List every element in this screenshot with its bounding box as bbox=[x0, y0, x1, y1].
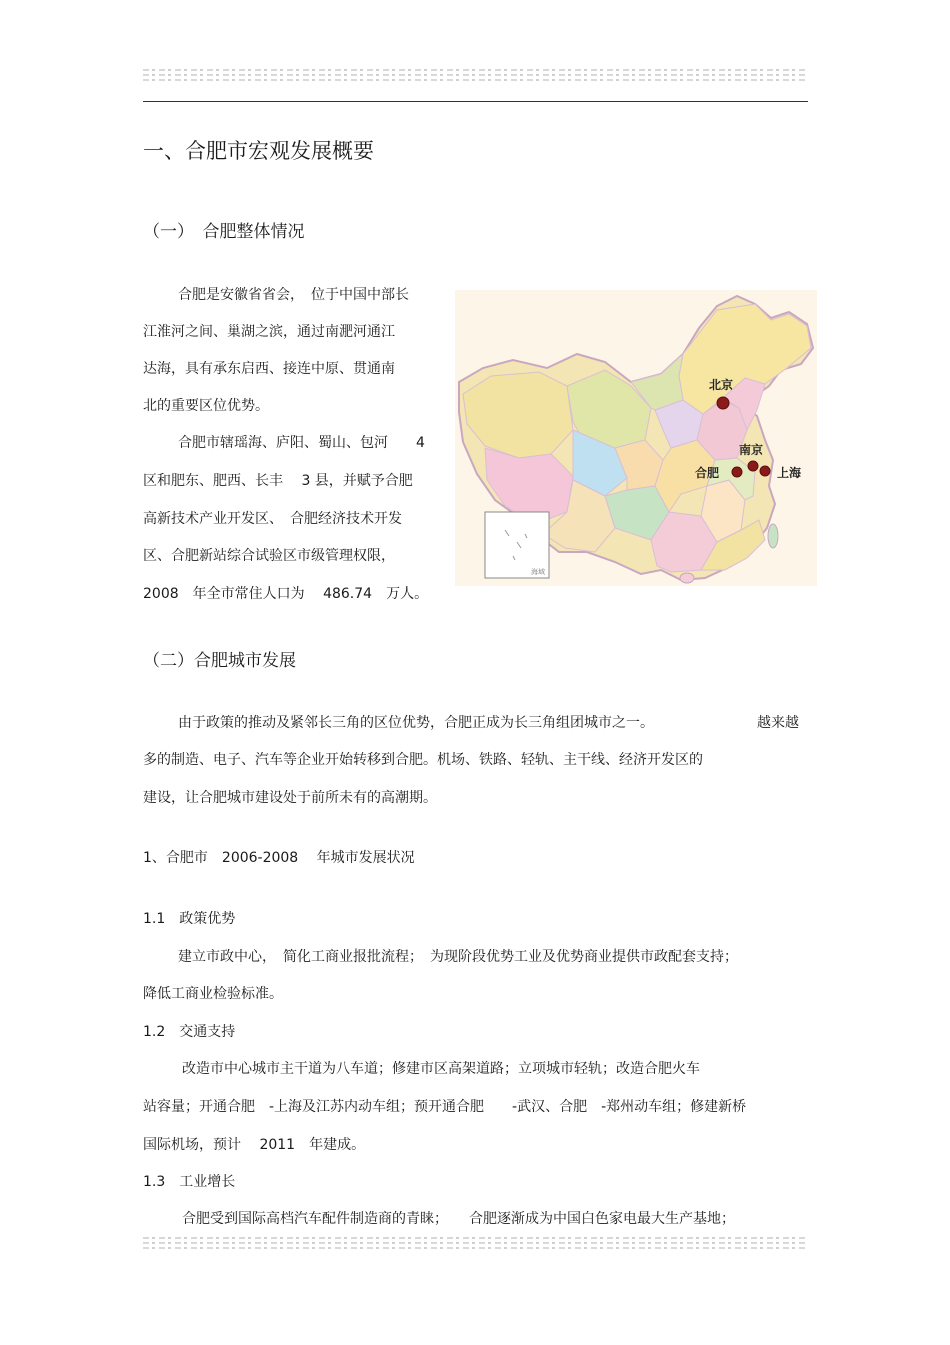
development-line-1-tail: 越来越 bbox=[757, 715, 799, 731]
nanjing-label: 南京 bbox=[739, 443, 764, 457]
footer-watermark bbox=[143, 1234, 808, 1262]
subsection-title-overview: （一） 合肥整体情况 bbox=[143, 222, 305, 242]
heading-1-2: 1.2 交通支持 bbox=[143, 1024, 236, 1040]
overview-line-1: 合肥是安徽省省会， 位于中国中部长 bbox=[178, 287, 409, 303]
shanghai-label: 上海 bbox=[777, 466, 802, 480]
policy-line-2: 降低工商业检验标准。 bbox=[143, 986, 283, 1002]
development-line-1: 由于政策的推动及紧邻长三角的区位优势，合肥正成为长三角组团城市之一。 bbox=[178, 715, 654, 731]
nanjing-marker bbox=[748, 461, 758, 471]
heading-1-3: 1.3 工业增长 bbox=[143, 1174, 236, 1190]
subsection-title-development: （二）合肥城市发展 bbox=[143, 651, 296, 671]
transport-line-2: 站容量；开通合肥 -上海及江苏内动车组；预开通合肥 -武汉、合肥 -郑州动车组；修建新桥 bbox=[143, 1099, 747, 1115]
beijing-marker bbox=[717, 397, 729, 409]
hefei-marker bbox=[732, 467, 742, 477]
header-rule bbox=[143, 101, 808, 102]
overview-line-5: 合肥市辖瑶海、庐阳、蜀山、包河 4 bbox=[178, 435, 425, 451]
transport-line-1: 改造市中心城市主干道为八车道；修建市区高架道路；立项城市轻轨；改造合肥火车 bbox=[182, 1061, 700, 1077]
inset-note: 海域 bbox=[531, 568, 545, 576]
heading-1-1: 1.1 政策优势 bbox=[143, 911, 236, 927]
section-title: 一、合肥市宏观发展概要 bbox=[143, 139, 374, 163]
overview-line-9: 2008 年全市常住人口为 486.74 万人。 bbox=[143, 586, 429, 602]
hefei-label: 合肥 bbox=[695, 466, 720, 480]
beijing-label: 北京 bbox=[709, 378, 734, 392]
overview-line-7: 高新技术产业开发区、 合肥经济技术开发 bbox=[143, 511, 402, 527]
industry-line-1: 合肥受到国际高档汽车配件制造商的青睐； 合肥逐渐成为中国白色家电最大生产基地； bbox=[182, 1211, 735, 1227]
development-line-3: 建设，让合肥城市建设处于前所未有的高潮期。 bbox=[143, 790, 437, 806]
development-line-2: 多的制造、电子、汽车等企业开始转移到合肥。机场、铁路、轻轨、主干线、经济开发区的 bbox=[143, 752, 703, 768]
header-watermark bbox=[143, 66, 808, 94]
china-map bbox=[455, 290, 817, 586]
overview-line-8: 区、合肥新站综合试验区市级管理权限， bbox=[143, 548, 395, 564]
overview-line-6: 区和肥东、肥西、长丰 3 县，并赋予合肥 bbox=[143, 473, 413, 489]
overview-line-3: 达海，具有承东启西、接连中原、贯通南 bbox=[143, 361, 395, 377]
overview-line-2: 江淮河之间、巢湖之滨，通过南淝河通江 bbox=[143, 324, 395, 340]
shanghai-marker bbox=[760, 466, 770, 476]
heading-section-1: 1、合肥市 2006-2008 年城市发展状况 bbox=[143, 850, 415, 866]
transport-line-3: 国际机场，预计 2011 年建成。 bbox=[143, 1137, 366, 1153]
overview-line-4: 北的重要区位优势。 bbox=[143, 398, 269, 414]
policy-line-1: 建立市政中心， 简化工商业报批流程； 为现阶段优势工业及优势商业提供市政配套支持； bbox=[178, 949, 738, 965]
